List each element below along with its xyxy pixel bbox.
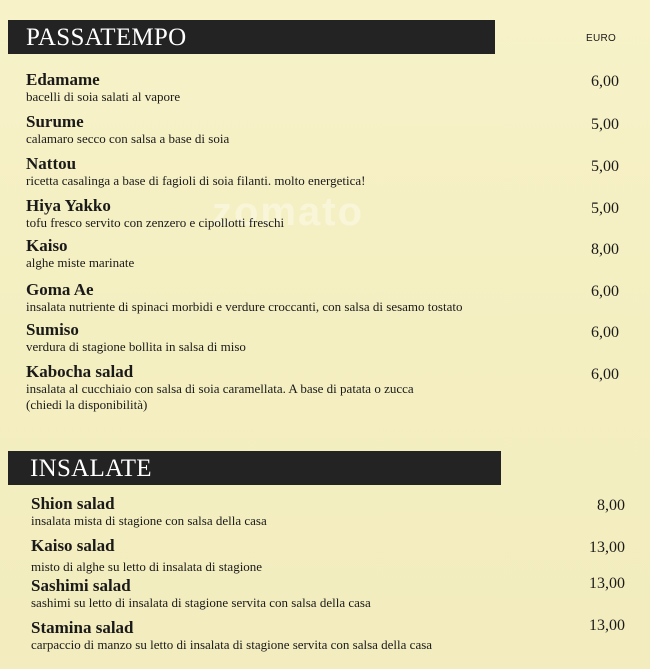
item-description: insalata nutriente di spinaci morbidi e verdure croccanti, con salsa di sesamo tostato	[26, 299, 463, 314]
item-description: insalata al cucchiaio con salsa di soia caramellata. A base di patata o zucca	[26, 381, 414, 396]
item-name: Kaiso salad	[31, 536, 115, 555]
item-description: verdura di stagione bollita in salsa di miso	[26, 339, 246, 354]
item-description: tofu fresco servito con zenzero e cipollotti freschi	[26, 215, 285, 230]
item-description: carpaccio di manzo su letto di insalata di stagione servita con salsa della casa	[31, 637, 433, 652]
item-name: Nattou	[26, 154, 77, 173]
item-price: 6,00	[591, 324, 619, 341]
menu-item-kaiso-salad	[31, 536, 631, 575]
item-description: ricetta casalinga a base di fagioli di soia filanti. molto energetica!	[26, 173, 366, 188]
item-price: 13,00	[589, 575, 625, 592]
item-description: alghe miste marinate	[26, 255, 135, 270]
item-price: 5,00	[591, 200, 619, 217]
menu-item-sumiso	[26, 320, 626, 355]
item-description: misto di alghe su letto di insalata di stagione	[31, 559, 263, 574]
item-description: calamaro secco con salsa a base di soia	[26, 131, 230, 146]
item-name: Hiya Yakko	[26, 196, 111, 215]
item-price: 6,00	[591, 283, 619, 300]
section-title: PASSATEMPO	[26, 24, 187, 51]
section-title: INSALATE	[30, 455, 152, 482]
item-name: Goma Ae	[26, 280, 94, 299]
item-price: 6,00	[591, 73, 619, 90]
menu-item-hiya-yakko	[26, 196, 626, 231]
item-description: insalata mista di stagione con salsa della casa	[31, 513, 267, 528]
item-price: 13,00	[589, 617, 625, 634]
item-price: 8,00	[597, 497, 625, 514]
section-header-passatempo	[8, 20, 495, 54]
item-description-note: (chiedi la disponibilità)	[26, 397, 148, 412]
item-name: Shion salad	[31, 494, 115, 513]
menu-item-surume	[26, 112, 626, 147]
item-name: Surume	[26, 112, 84, 131]
item-price: 5,00	[591, 158, 619, 175]
item-name: Edamame	[26, 70, 100, 89]
menu-item-kaiso	[26, 236, 626, 271]
currency-label: EURO	[586, 33, 617, 44]
menu-item-stamina-salad	[31, 618, 631, 653]
item-name: Sashimi salad	[31, 576, 131, 595]
item-name: Stamina salad	[31, 618, 134, 637]
menu-item-goma-ae	[26, 280, 626, 315]
item-name: Kaiso	[26, 236, 68, 255]
item-price: 8,00	[591, 241, 619, 258]
menu-item-shion-salad	[31, 494, 631, 529]
menu-item-kabocha-salad	[26, 362, 626, 413]
item-price: 5,00	[591, 116, 619, 133]
zomato-watermark: zomato	[212, 190, 364, 234]
item-name: Sumiso	[26, 320, 79, 339]
item-description: bacelli di soia salati al vapore	[26, 89, 181, 104]
menu-item-sashimi-salad	[31, 576, 631, 611]
item-name: Kabocha salad	[26, 362, 134, 381]
menu-item-edamame	[26, 70, 626, 105]
item-price: 13,00	[589, 539, 625, 556]
item-description: sashimi su letto di insalata di stagione servita con salsa della casa	[31, 595, 371, 610]
item-price: 6,00	[591, 366, 619, 383]
menu-item-nattou	[26, 154, 626, 189]
section-header-insalate	[8, 451, 501, 485]
